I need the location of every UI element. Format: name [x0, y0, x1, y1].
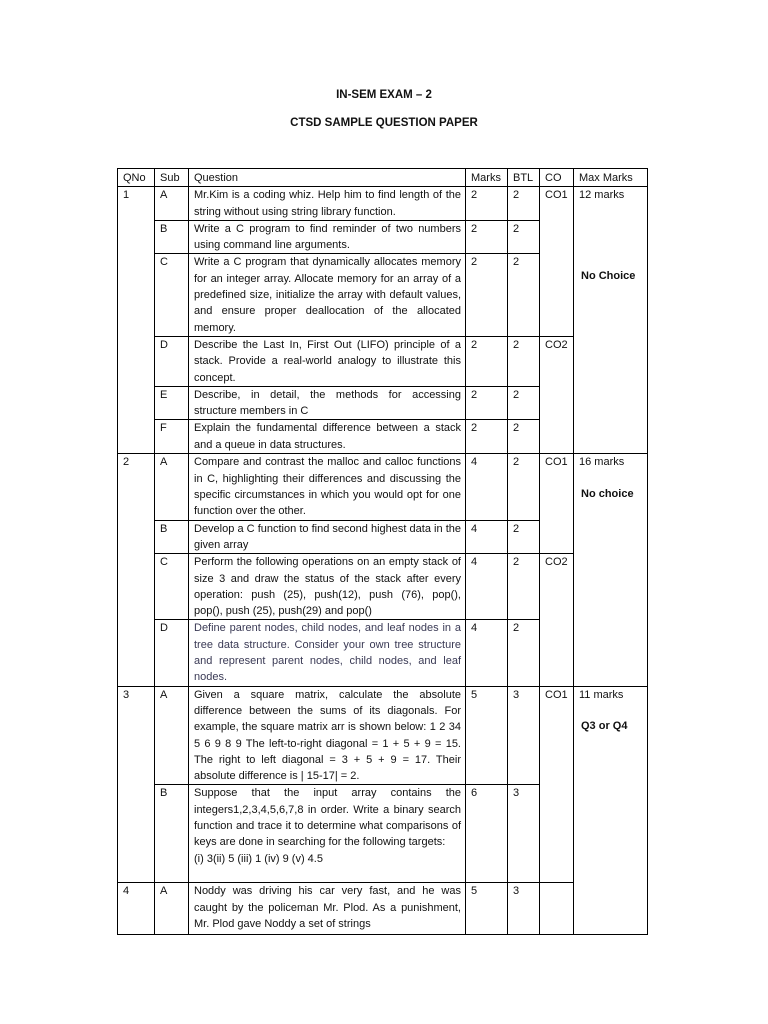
co-cell — [540, 883, 574, 935]
btl-cell: 2 — [508, 336, 540, 386]
qno-cell: 4 — [118, 883, 155, 935]
table-row — [118, 883, 648, 935]
col-header-sub: Sub — [155, 169, 189, 187]
table-row — [118, 554, 648, 620]
marks-cell: 4 — [466, 454, 508, 520]
btl-cell: 2 — [508, 454, 540, 520]
sub-cell: A — [155, 454, 189, 520]
paper-subtitle: CTSD SAMPLE QUESTION PAPER — [290, 117, 478, 129]
sub-cell: A — [155, 883, 189, 935]
question-targets: (i) 3(ii) 5 (iii) 1 (iv) 9 (v) 4.5 — [194, 852, 323, 865]
marks-cell: 5 — [466, 686, 508, 785]
marks-cell: 4 — [466, 620, 508, 686]
question-table — [117, 168, 648, 935]
question-cell: Given a square matrix, calculate the absolute difference between the sums of its diagonals. For example, the square matrix arr is shown below: 1 2 34 5 6 9 8 9 The left-to-right diagonal = 1 + 5 + 9 = 15. The right to left diagonal = 3 + 5 + 9 = 17. Their absolute difference is | 15-17| = 2. — [189, 686, 466, 785]
question-cell: Mr.Kim is a coding whiz. Help him to find length of the string without using string library function. — [189, 187, 466, 221]
sub-cell: D — [155, 620, 189, 686]
btl-cell: 2 — [508, 187, 540, 221]
max-marks-cell — [574, 686, 648, 935]
co-cell: CO1 — [540, 454, 574, 554]
marks-cell: 2 — [466, 187, 508, 221]
marks-cell: 6 — [466, 785, 508, 883]
question-cell — [189, 785, 466, 883]
marks-cell: 2 — [466, 254, 508, 336]
sub-cell: B — [155, 220, 189, 254]
sub-cell: C — [155, 554, 189, 620]
table-row — [118, 686, 648, 785]
marks-cell: 2 — [466, 336, 508, 386]
btl-cell: 2 — [508, 620, 540, 686]
choice-label: No choice — [581, 487, 634, 500]
qno-cell: 3 — [118, 686, 155, 883]
col-header-qno: QNo — [118, 169, 155, 187]
marks-cell: 4 — [466, 554, 508, 620]
btl-cell: 2 — [508, 520, 540, 554]
marks-cell: 4 — [466, 520, 508, 554]
btl-cell: 3 — [508, 883, 540, 935]
choice-label: Q3 or Q4 — [581, 719, 628, 732]
table-row — [118, 336, 648, 386]
btl-cell: 2 — [508, 386, 540, 420]
btl-cell: 3 — [508, 785, 540, 883]
table-row — [118, 454, 648, 520]
question-cell: Describe, in detail, the methods for accessing structure members in C — [189, 386, 466, 420]
marks-cell: 2 — [466, 386, 508, 420]
marks-cell: 2 — [466, 220, 508, 254]
sub-cell: B — [155, 785, 189, 883]
max-marks-label: 11 marks — [579, 688, 624, 701]
question-cell: Compare and contrast the malloc and calloc functions in C, highlighting their differences and discussing the specific circumstances in which you would opt for one function over the other. — [189, 454, 466, 520]
col-header-max-marks: Max Marks — [574, 169, 648, 187]
sub-cell: D — [155, 336, 189, 386]
question-cell: Describe the Last In, First Out (LIFO) principle of a stack. Provide a real-world analogy to illustrate this concept. — [189, 336, 466, 386]
col-header-co: CO — [540, 169, 574, 187]
table-header-row — [118, 169, 648, 187]
question-text: Suppose that the input array contains the integers1,2,3,4,5,6,7,8 in order. Write a binary search function and trace it to determine what comparisons of keys are done in searching for the following targets: — [194, 787, 461, 849]
sub-cell: C — [155, 254, 189, 336]
max-marks-label: 12 marks — [579, 189, 625, 202]
question-cell: Define parent nodes, child nodes, and leaf nodes in a tree data structure. Consider your own tree structure and represent parent nodes, child nodes, and leaf nodes. — [189, 620, 466, 686]
sub-cell: A — [155, 187, 189, 221]
btl-cell: 2 — [508, 420, 540, 454]
question-cell: Explain the fundamental difference between a stack and a queue in data structures. — [189, 420, 466, 454]
qno-cell: 1 — [118, 187, 155, 454]
co-cell: CO2 — [540, 554, 574, 686]
sub-cell: F — [155, 420, 189, 454]
question-cell: Perform the following operations on an empty stack of size 3 and draw the status of the stack after every operation: push (25), push(12), push (76), pop(), pop(), push (25), push(29) and pop() — [189, 554, 466, 620]
qno-cell: 2 — [118, 454, 155, 686]
sub-cell: B — [155, 520, 189, 554]
sub-cell: E — [155, 386, 189, 420]
table-row — [118, 187, 648, 221]
btl-cell: 2 — [508, 254, 540, 336]
btl-cell: 2 — [508, 554, 540, 620]
max-marks-label: 16 marks — [579, 456, 625, 469]
co-cell: CO2 — [540, 336, 574, 453]
btl-cell: 2 — [508, 220, 540, 254]
max-marks-cell — [574, 454, 648, 686]
col-header-question: Question — [189, 169, 466, 187]
exam-title: IN-SEM EXAM – 2 — [336, 89, 432, 101]
btl-cell: 3 — [508, 686, 540, 785]
col-header-btl: BTL — [508, 169, 540, 187]
question-cell: Noddy was driving his car very fast, and he was caught by the policeman Mr. Plod. As a punishment, Mr. Plod gave Noddy a set of strings — [189, 883, 466, 935]
question-cell: Develop a C function to find second highest data in the given array — [189, 520, 466, 554]
max-marks-cell — [574, 187, 648, 454]
marks-cell: 5 — [466, 883, 508, 935]
col-header-marks: Marks — [466, 169, 508, 187]
choice-label: No Choice — [581, 269, 636, 282]
co-cell: CO1 — [540, 686, 574, 883]
marks-cell: 2 — [466, 420, 508, 454]
sub-cell: A — [155, 686, 189, 785]
question-cell: Write a C program to find reminder of two numbers using command line arguments. — [189, 220, 466, 254]
question-cell: Write a C program that dynamically allocates memory for an integer array. Allocate memory for an array of a predefined size, initialize the array with default values, and ensure proper deallocation of the allocated memory. — [189, 254, 466, 336]
co-cell: CO1 — [540, 187, 574, 337]
